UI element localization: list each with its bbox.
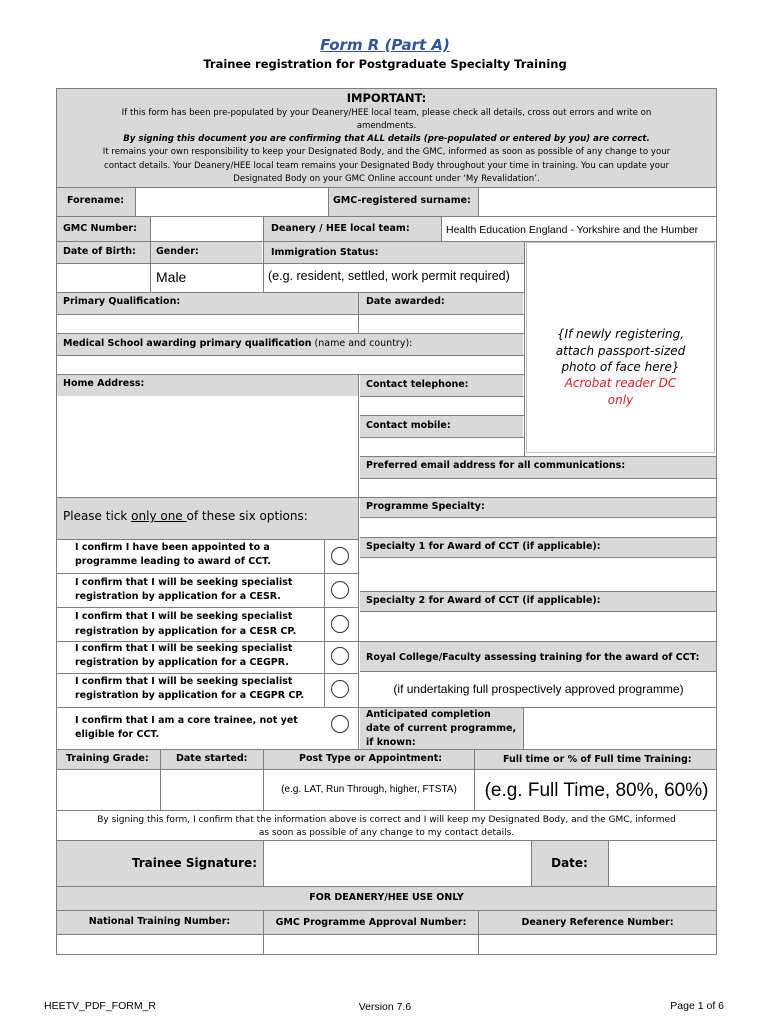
royal-college-input[interactable]: (if undertaking full prospectively approved programme) — [393, 682, 684, 696]
dob-input[interactable] — [58, 264, 149, 291]
gmc-number-label: GMC Number: — [63, 223, 137, 234]
date-started-input[interactable] — [162, 770, 262, 809]
form-subtitle: Trainee registration for Postgraduate Specialty Training — [203, 57, 567, 71]
form-title: Form R (Part A) — [320, 36, 450, 54]
date-input[interactable] — [610, 841, 715, 885]
primary-qualification-input[interactable] — [58, 315, 357, 332]
gender-label: Gender: — [156, 246, 199, 257]
deanery-reference-input[interactable] — [480, 935, 715, 953]
important-line-3: By signing this document you are confirming that ALL details (pre-populated or entered by you) are correct. — [123, 134, 650, 144]
gender-value[interactable]: Male — [156, 269, 187, 285]
surname-input[interactable] — [480, 188, 715, 215]
fulltime-input[interactable]: (e.g. Full Time, 80%, 60%) — [484, 780, 709, 801]
forename-input[interactable] — [137, 188, 327, 215]
contact-mobile-label: Contact mobile: — [366, 420, 451, 431]
option-6-text-1: I confirm that I am a core trainee, not yet — [75, 715, 298, 726]
option-2-radio[interactable] — [331, 581, 349, 599]
specialty-1-label: Specialty 1 for Award of CCT (if applicable): — [366, 541, 601, 552]
email-input[interactable] — [362, 479, 715, 496]
primary-qualification-label: Primary Qualification: — [63, 296, 181, 307]
option-5-text-2: registration by application for a CEGPR CP. — [75, 690, 305, 701]
important-line-1: If this form has been pre-populated by your Deanery/HEE local team, please check all details, cross out errors and write on — [121, 108, 652, 118]
options-prompt: Please tick only one of these six options: — [63, 509, 308, 523]
option-3-text-1: I confirm that I will be seeking specialist — [75, 611, 293, 622]
date-label: Date: — [551, 856, 588, 870]
gmc-number-input[interactable] — [152, 217, 262, 240]
option-3-text-2: registration by application for a CESR CP. — [75, 626, 297, 637]
medical-school-label: Medical School awarding primary qualification (name and country): — [63, 338, 413, 349]
programme-specialty-label: Programme Specialty: — [366, 501, 485, 512]
signing-statement-2: as soon as possible of any change to my contact details. — [258, 828, 515, 838]
specialty-2-input[interactable] — [362, 612, 715, 640]
signing-statement-1: By signing this form, I confirm that the information above is correct and I will keep my Designated Body, and the GMC, informed — [97, 815, 676, 825]
footer-form-id: HEETV_PDF_FORM_R — [44, 1000, 157, 1012]
deanery-label: Deanery / HEE local team: — [271, 223, 410, 234]
footer-page-number: Page 1 of 6 — [670, 1000, 724, 1012]
option-4-text-2: registration by application for a CEGPR. — [75, 657, 289, 668]
option-2-text-1: I confirm that I will be seeking specialist — [75, 577, 293, 588]
programme-approval-label: GMC Programme Approval Number: — [275, 917, 467, 928]
option-5-text-1: I confirm that I will be seeking specialist — [75, 676, 293, 687]
contact-telephone-label: Contact telephone: — [366, 379, 469, 390]
completion-date-input[interactable] — [525, 708, 715, 748]
footer-version: Version 7.6 — [358, 1001, 412, 1013]
option-6-radio[interactable] — [331, 715, 349, 733]
signature-label: Trainee Signature: — [131, 856, 257, 870]
deanery-use-heading: FOR DEANERY/HEE USE ONLY — [309, 892, 464, 903]
option-5-radio[interactable] — [331, 680, 349, 698]
photo-instruction-3: photo of face here} — [561, 360, 680, 374]
training-grade-input[interactable] — [58, 770, 159, 809]
date-started-label: Date started: — [176, 753, 248, 764]
specialty-1-input[interactable] — [362, 558, 715, 590]
completion-date-label-3: if known: — [366, 737, 416, 748]
option-4-text-1: I confirm that I will be seeking specialist — [75, 643, 293, 654]
home-address-input[interactable] — [58, 397, 357, 496]
photo-acrobat-note: Acrobat reader DC — [564, 376, 677, 390]
option-1-text-1: I confirm I have been appointed to a — [75, 542, 270, 553]
post-type-input[interactable]: (e.g. LAT, Run Through, higher, FTSTA) — [281, 784, 457, 795]
fulltime-label: Full time or % of Full time Training: — [503, 754, 692, 765]
important-line-5: contact details. Your Deanery/HEE local team remains your Designated Body throughout your time in training. You can update your — [103, 161, 670, 171]
immigration-label: Immigration Status: — [271, 247, 379, 258]
photo-instruction-1: {If newly registering, — [556, 327, 685, 341]
photo-instruction-2: attach passport-sized — [555, 344, 686, 358]
important-heading: IMPORTANT: — [346, 91, 427, 105]
email-label: Preferred email address for all communications: — [366, 460, 626, 471]
deanery-value[interactable]: Health Education England - Yorkshire and the Humber — [446, 224, 699, 236]
option-1-text-2: programme leading to award of CCT. — [75, 556, 271, 567]
important-line-6: Designated Body on your GMC Online account under ‘My Revalidation’. — [233, 174, 540, 184]
option-3-radio[interactable] — [331, 615, 349, 633]
post-type-label: Post Type or Appointment: — [299, 753, 443, 764]
medical-school-input[interactable] — [58, 356, 523, 373]
photo-acrobat-only: only — [607, 393, 634, 407]
programme-specialty-input[interactable] — [362, 518, 715, 536]
option-6-text-2: eligible for CCT. — [75, 729, 160, 740]
deanery-reference-label: Deanery Reference Number: — [521, 917, 674, 928]
date-awarded-input[interactable] — [360, 315, 523, 332]
dob-label: Date of Birth: — [63, 246, 136, 257]
important-line-2: amendments. — [356, 121, 417, 131]
signature-input[interactable] — [265, 841, 530, 885]
date-awarded-label: Date awarded: — [366, 296, 445, 307]
immigration-input[interactable]: (e.g. resident, settled, work permit required) — [268, 269, 510, 283]
option-1-radio[interactable] — [331, 547, 349, 565]
training-grade-label: Training Grade: — [66, 753, 149, 764]
home-address-label: Home Address: — [63, 378, 145, 389]
important-line-4: It remains your own responsibility to keep your Designated Body, and the GMC, informed as soon as possible of any change to your — [102, 147, 671, 157]
completion-date-label-2: date of current programme, — [366, 723, 517, 734]
ntn-label: National Training Number: — [88, 916, 231, 927]
option-2-text-2: registration by application for a CESR. — [75, 591, 281, 602]
ntn-input[interactable] — [58, 935, 262, 953]
specialty-2-label: Specialty 2 for Award of CCT (if applicable): — [366, 595, 601, 606]
surname-label: GMC-registered surname: — [333, 195, 471, 206]
programme-approval-input[interactable] — [265, 935, 477, 953]
option-4-radio[interactable] — [331, 647, 349, 665]
forename-label: Forename: — [67, 195, 125, 206]
royal-college-label: Royal College/Faculty assessing training for the award of CCT: — [366, 652, 700, 663]
completion-date-label-1: Anticipated completion — [366, 709, 491, 720]
